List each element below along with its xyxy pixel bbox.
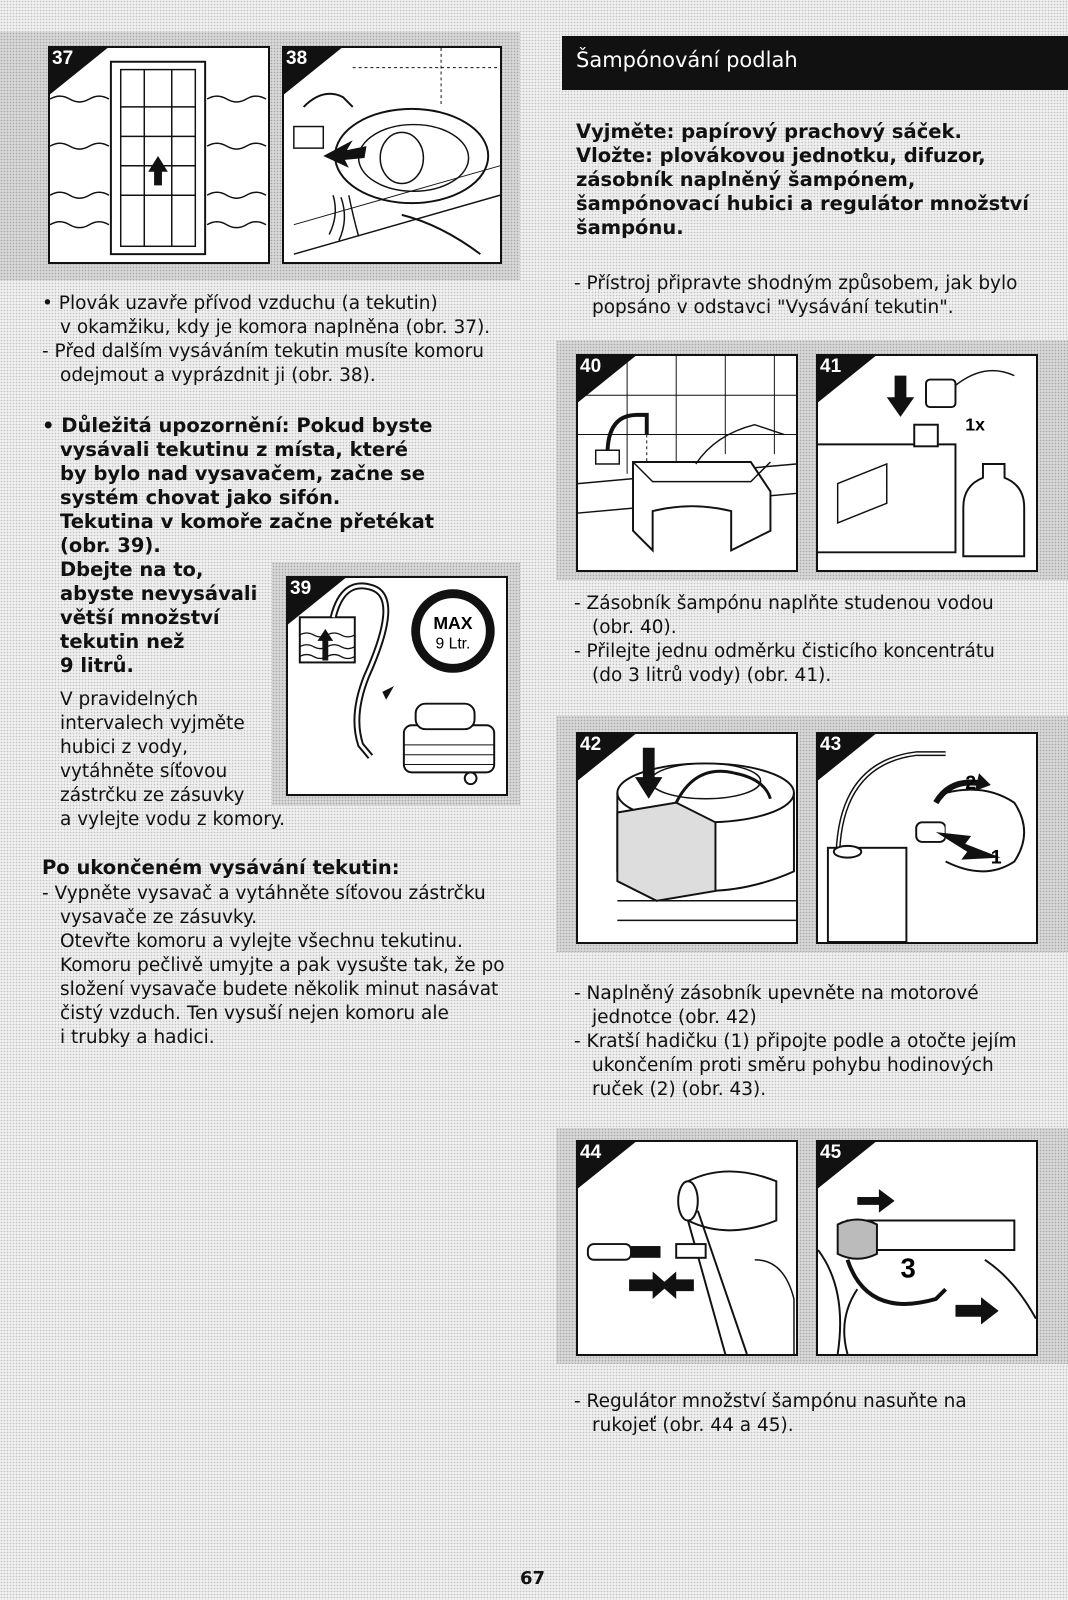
figure-45 [816,1140,1038,1356]
text-line: • Důležitá upozornění: Pokud byste [42,414,433,437]
text-line: popsáno v odstavci "Vysávání tekutin". [592,297,954,318]
figure-number-badge [286,576,348,626]
figure-44 [576,1140,798,1356]
text-line: šampónu. [576,216,684,239]
text-line: by bylo nad vysavačem, začne se [60,462,425,485]
figure-number-badge [816,732,878,782]
text-line: Tekutina v komoře začne přetékat [60,510,435,533]
step-two-label: 2 [965,771,977,794]
shampoo-setup-intro [576,120,1056,240]
text-line: (do 3 litrů vody) (obr. 41). [592,665,832,686]
figure-number: 41 [820,356,842,377]
figure-number-badge [48,46,110,96]
text-line: • Plovák uzavře přívod vzduchu (a tekutin) [42,293,438,314]
prepare-device-paragraph [574,272,1064,320]
text-line: jednotce (obr. 42) [592,1007,757,1028]
text-line: zásobník naplněný šampónem, [576,168,916,191]
text-line: ukončením proti směru pohybu hodinových [592,1055,994,1076]
text-line: - Před dalším vysáváním tekutin musíte komoru [42,341,485,362]
text-line: 9 litrů. [60,654,134,677]
figure-number-badge [576,732,638,782]
text-line: Vyjměte: papírový prachový sáček. [576,120,962,143]
max-label: MAX [433,613,473,634]
figure-number-badge [282,46,344,96]
page-number: 67 [520,1568,546,1589]
figure-42 [576,732,798,944]
text-line: intervalech vyjměte [60,713,245,734]
empty-chamber-paragraph [42,340,542,388]
text-line: zástrčku ze zásuvky [60,785,245,806]
text-line: Vložte: plovákovou jednotku, difuzor, [576,144,986,167]
float-closes-paragraph [42,292,542,340]
text-line: a vylejte vodu z komory. [60,809,286,830]
figure-40 [576,354,798,572]
text-line: - Zásobník šampónu naplňte studenou vodou [574,593,994,614]
fill-reservoir-steps [574,592,1064,688]
figure-number: 45 [820,1142,842,1163]
text-line: vysávali tekutinu z místa, které [60,438,408,461]
text-line: rukojeť (obr. 44 a 45). [592,1415,794,1436]
figure-number: 39 [290,578,312,599]
figure-number: 37 [52,48,74,69]
important-warning [42,414,435,678]
text-line: V pravidelných [60,689,199,710]
figure-number-badge [816,1140,878,1190]
regulator-step [574,1390,1064,1438]
section-header [562,36,1068,90]
figure-number: 43 [820,734,842,755]
text-line: vytáhněte síťovou [60,761,228,782]
text-line: - Přístroj připravte shodným způsobem, jak bylo [574,273,1018,294]
liters-label: 9 Ltr. [435,635,471,653]
figure-41 [816,354,1038,572]
text-line: větší množství [60,606,220,629]
figure-37 [48,46,270,264]
text-line: - Regulátor množství šampónu nasuňte na [574,1391,967,1412]
figure-number-badge [816,354,878,404]
text-line: - Přilejte jednu odměrku čisticího koncentrátu [574,641,995,662]
attach-reservoir-steps [574,982,1064,1102]
figure-number: 38 [286,48,308,69]
figure-39 [286,576,508,796]
figure-number: 40 [580,356,602,377]
text-line: vysavače ze zásuvky. [60,907,258,928]
figure-number: 44 [580,1142,602,1163]
text-line: šampónovací hubici a regulátor množství [576,192,1029,215]
text-line: i trubky a hadici. [60,1027,215,1048]
text-line: Komoru pečlivě umyjte a pak vysušte tak, že po [60,955,505,976]
figure-38 [282,46,502,264]
text-line: (obr. 40). [592,617,677,638]
text-line: složení vysavače budete několik minut nasávat [60,979,499,1000]
section-title: Šampónování podlah [576,48,798,72]
text-line: v okamžiku, kdy je komora naplněna (obr. 37). [60,317,491,338]
after-vacuuming-steps [42,882,542,1050]
text-line: Otevřte komoru a vylejte všechnu tekutinu. [60,931,463,952]
step-three-label: 3 [900,1252,916,1284]
text-line: - Naplněný zásobník upevněte na motorové [574,983,979,1004]
figure-43 [816,732,1038,944]
periodic-empty-instructions [60,688,300,832]
text-line: ruček (2) (obr. 43). [592,1079,767,1100]
after-vacuuming-title: Po ukončeném vysávání tekutin: [42,856,400,879]
text-line: - Vypněte vysavač a vytáhněte síťovou zástrčku [42,883,486,904]
text-line: tekutin než [60,630,185,653]
text-line: systém chovat jako sifón. [60,486,341,509]
text-line: - Kratší hadičku (1) připojte podle a otočte jejím [574,1031,1017,1052]
text-line: čistý vzduch. Ten vysuší nejen komoru ale [60,1003,449,1024]
dose-label: 1x [965,414,985,435]
text-line: (obr. 39). [60,534,161,557]
figure-number-badge [576,1140,638,1190]
text-line: abyste nevysávali [60,582,258,605]
text-line: odejmout a vyprázdnit ji (obr. 38). [60,365,376,386]
step-one-label: 1 [990,846,1002,869]
figure-number: 42 [580,734,602,755]
text-line: hubici z vody, [60,737,188,758]
figure-number-badge [576,354,638,404]
text-line: Dbejte na to, [60,558,204,581]
